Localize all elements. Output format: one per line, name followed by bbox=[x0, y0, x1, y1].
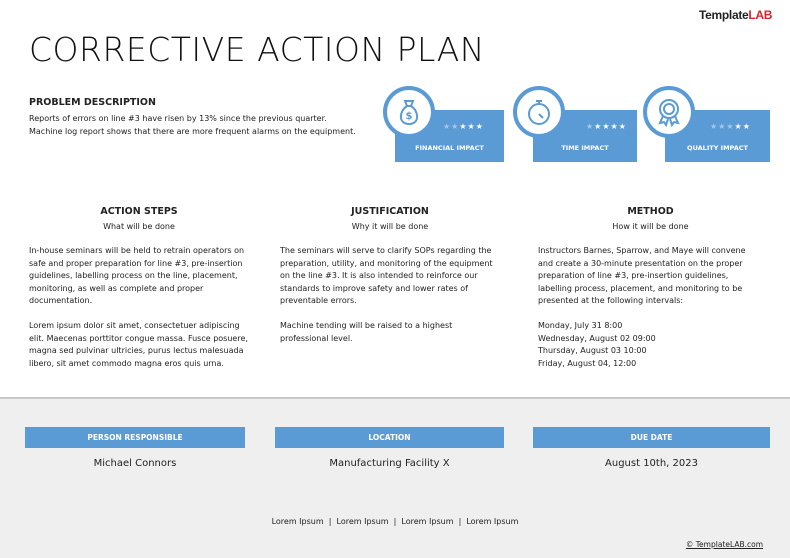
star-icon: ★ bbox=[594, 122, 603, 131]
rating-stars bbox=[586, 122, 627, 131]
location-label: LOCATION bbox=[275, 427, 504, 448]
paragraph: Machine tending will be raised to a highest professional level. bbox=[280, 321, 453, 343]
star-icon: ★ bbox=[459, 122, 468, 131]
money-bag-icon bbox=[383, 86, 435, 138]
rating-stars bbox=[443, 122, 484, 131]
paragraph: Lorem ipsum dolor sit amet, consectetuer adipiscing elit. Maecenas porttitor congue massa. Fusce posuere, magna sed pulvinar ultricies, purus lectus malesuada libero, sit amet commodo magna eros quis urna. bbox=[29, 321, 248, 368]
rating-stars bbox=[710, 122, 751, 131]
templatelab-logo bbox=[699, 8, 772, 22]
due-date-value: August 10th, 2023 bbox=[605, 458, 698, 469]
star-icon: ★ bbox=[710, 122, 719, 131]
paragraph: The seminars will serve to clarify SOPs regarding the preparation, utility, and monitoring of the equipment on the line #3. It is also intended to reinforce our standards to improve safety and lower rates of preventable errors. bbox=[280, 246, 493, 305]
award-badge-icon bbox=[643, 86, 695, 138]
footer-links: Lorem Ipsum | Lorem Ipsum | Lorem Ipsum | Lorem Ipsum bbox=[271, 517, 519, 526]
star-icon: ★ bbox=[742, 122, 751, 131]
star-icon: ★ bbox=[443, 122, 452, 131]
impact-label: TIME IMPACT bbox=[561, 144, 609, 152]
impact-label: FINANCIAL IMPACT bbox=[415, 144, 484, 152]
schedule-item: Monday, July 31 8:00 bbox=[538, 321, 623, 330]
star-icon: ★ bbox=[451, 122, 460, 131]
star-icon: ★ bbox=[718, 122, 727, 131]
star-icon: ★ bbox=[475, 122, 484, 131]
paragraph: Instructors Barnes, Sparrow, and Maye will convene and create a 30-minute presentation on the proper preparation of line #3, pre-insertion guidelines, labelling process, placement, and monitoring to be presented at the following intervals: bbox=[538, 246, 746, 305]
logo-prefix: Template bbox=[699, 8, 749, 22]
star-icon: ★ bbox=[734, 122, 743, 131]
paragraph: In-house seminars will be held to retrain operators on safe and proper preparation for line #3, pre-insertion guidelines, labelling process on the line, placement, monitoring, as well as complete and proper documentation. bbox=[29, 246, 245, 305]
justification-column bbox=[280, 206, 500, 358]
column-heading: METHOD bbox=[627, 206, 674, 217]
problem-text bbox=[29, 112, 356, 138]
method-column bbox=[538, 206, 763, 370]
svg-text:$: $ bbox=[405, 111, 413, 122]
copyright-link[interactable]: © TemplateLAB.com bbox=[685, 540, 763, 549]
star-icon: ★ bbox=[618, 122, 627, 131]
schedule-item: Wednesday, August 02 09:00 bbox=[538, 333, 656, 343]
column-subheading: What will be done bbox=[103, 221, 175, 231]
impact-label: QUALITY IMPACT bbox=[687, 144, 748, 152]
person-responsible-value: Michael Connors bbox=[93, 458, 177, 469]
star-icon: ★ bbox=[726, 122, 735, 131]
star-icon: ★ bbox=[602, 122, 611, 131]
star-icon: ★ bbox=[467, 122, 476, 131]
schedule-item: Friday, August 04, 12:00 bbox=[538, 358, 637, 368]
due-date-label: DUE DATE bbox=[533, 427, 770, 448]
action-steps-column bbox=[29, 206, 249, 383]
star-icon: ★ bbox=[610, 122, 619, 131]
location-value: Manufacturing Facility X bbox=[329, 458, 450, 469]
column-heading: JUSTIFICATION bbox=[351, 206, 429, 217]
problem-heading: PROBLEM DESCRIPTION bbox=[29, 97, 156, 108]
column-subheading: How it will be done bbox=[612, 221, 689, 231]
page-title: CORRECTIVE ACTION PLAN bbox=[29, 30, 485, 69]
stopwatch-icon bbox=[513, 86, 565, 138]
star-icon: ★ bbox=[586, 122, 595, 131]
problem-line: Reports of errors on line #3 have risen by 13% since the previous quarter. bbox=[29, 114, 327, 123]
column-subheading: Why it will be done bbox=[351, 221, 429, 231]
details-section bbox=[0, 397, 790, 558]
schedule-item: Thursday, August 03 10:00 bbox=[538, 346, 647, 355]
problem-line: Machine log report shows that there are more frequent alarms on the equipment. bbox=[29, 127, 356, 136]
logo-suffix: LAB bbox=[748, 8, 773, 22]
person-responsible-label: PERSON RESPONSIBLE bbox=[25, 427, 245, 448]
column-heading: ACTION STEPS bbox=[100, 206, 178, 217]
